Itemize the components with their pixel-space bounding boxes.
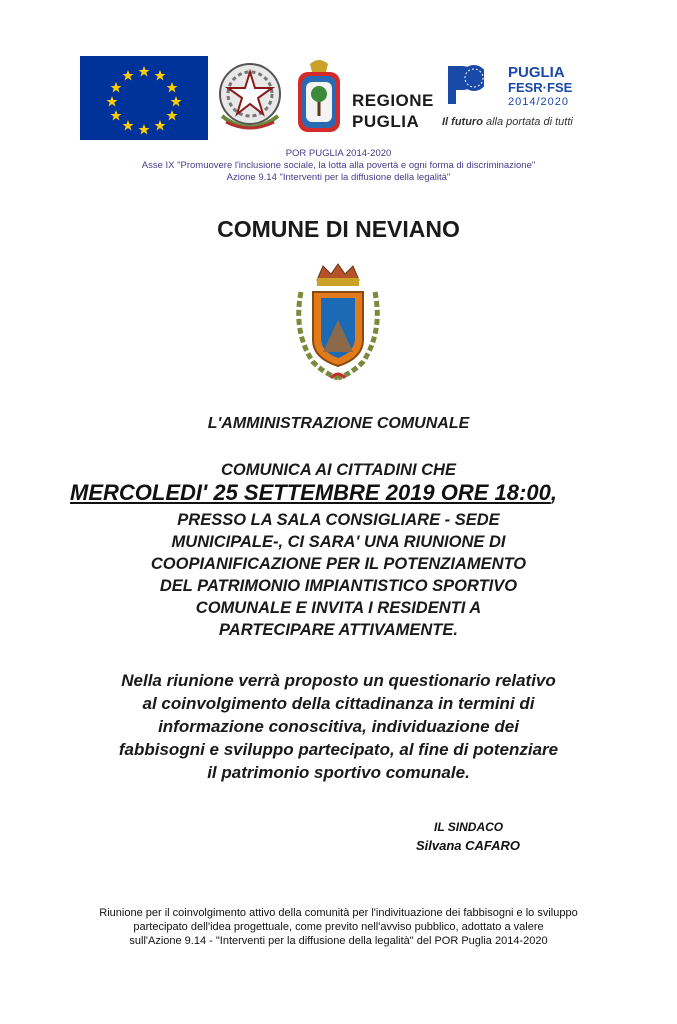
regione-line1: REGIONE xyxy=(352,91,434,110)
regione-puglia-wordmark xyxy=(352,90,434,132)
header-action: Azione 9.14 "Interventi per la diffusione della legalità" xyxy=(226,172,451,183)
meeting-date xyxy=(70,480,557,506)
announcement-line: DEL PATRIMONIO IMPIANTISTICO SPORTIVO xyxy=(159,577,518,595)
eu-stars-icon xyxy=(80,56,208,140)
mayor-role: IL SINDACO xyxy=(434,820,504,834)
meeting-date-suffix: , xyxy=(550,480,557,505)
por-tagline xyxy=(442,116,573,128)
italian-republic-emblem xyxy=(212,56,288,138)
por-puglia-logo xyxy=(442,62,602,134)
footer-line: Riunione per il coinvolgimento attivo della comunità per l'indivituazione dei fabbisogni e lo sviluppo xyxy=(99,907,578,919)
administration-heading: L'AMMINISTRAZIONE COMUNALE xyxy=(207,415,470,432)
announcement-line: PARTECIPARE ATTIVAMENTE. xyxy=(219,621,458,639)
paragraph-line: Nella riunione verrà proposto un questionario relativo xyxy=(121,671,556,690)
announcement-line: COOPIANIFICAZIONE PER IL POTENZIAMENTO xyxy=(150,555,527,573)
por-tagline-bold: Il futuro xyxy=(442,116,483,128)
por-tagline-rest: alla portata di tutti xyxy=(482,116,573,128)
por-brand: PUGLIA xyxy=(508,64,565,81)
paragraph-line: fabbisogni e sviluppo partecipato, al fine di potenziare xyxy=(118,740,559,759)
communicates-line: COMUNICA AI CITTADINI CHE xyxy=(221,461,456,479)
por-fund: FESR·FSE xyxy=(508,80,573,95)
page-title: COMUNE DI NEVIANO xyxy=(217,216,460,242)
header-axis: Asse IX "Promuovere l'inclusione sociale, la lotta alla povertà e ogni forma di discriminazione" xyxy=(141,160,536,171)
regione-puglia-emblem xyxy=(292,56,346,138)
neviano-coat-of-arms xyxy=(283,262,393,388)
eu-flag-logo xyxy=(80,56,208,140)
paragraph-line: al coinvolgimento della cittadinanza in termini di xyxy=(142,694,535,713)
announcement-line: MUNICIPALE-, CI SARA' UNA RIUNIONE DI xyxy=(171,533,506,551)
announcement-line: COMUNALE E INVITA I RESIDENTI A xyxy=(195,599,482,617)
meeting-date-text: MERCOLEDI' 25 SETTEMBRE 2019 ORE 18:00 xyxy=(70,480,551,505)
regione-line2: PUGLIA xyxy=(352,112,420,131)
paragraph-line: informazione conoscitiva, individuazione dei xyxy=(158,717,519,736)
footer-line: partecipato dell'idea progettuale, come previto nell'avviso pubblico, adottato a valere xyxy=(133,921,544,933)
footer-line: sull'Azione 9.14 - "Interventi per la diffusione della legalità" del POR Puglia 2014-2020 xyxy=(129,935,548,947)
header-program: POR PUGLIA 2014-2020 xyxy=(285,148,392,159)
por-p-icon xyxy=(444,62,484,106)
announcement-line: PRESSO LA SALA CONSIGLIARE - SEDE xyxy=(177,511,500,529)
mayor-name: Silvana CAFARO xyxy=(416,838,521,853)
por-years: 2014/2020 xyxy=(508,96,569,108)
paragraph-line: il patrimonio sportivo comunale. xyxy=(207,763,470,782)
